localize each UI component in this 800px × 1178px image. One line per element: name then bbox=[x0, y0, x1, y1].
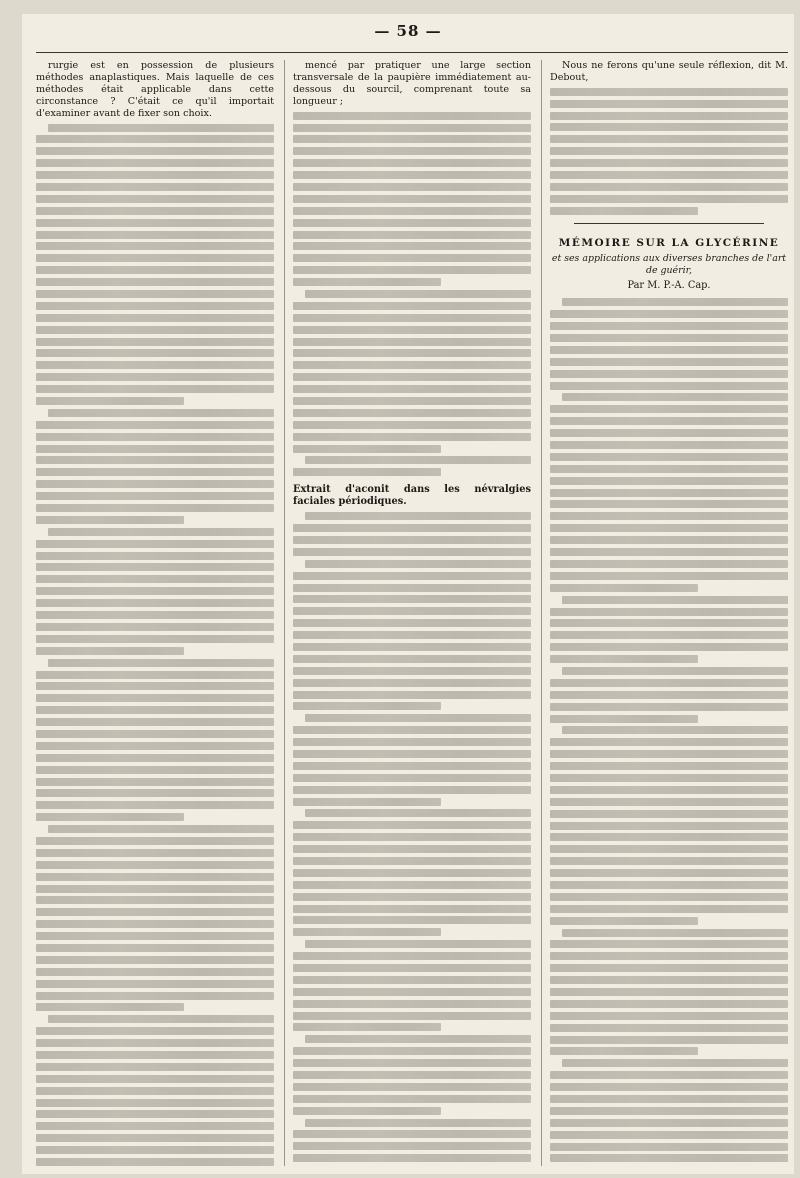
article-title-glycerine: MÉMOIRE SUR LA GLYCÉRINE bbox=[558, 236, 780, 249]
column-3 bbox=[541, 60, 788, 1166]
column-2 bbox=[284, 60, 531, 1166]
column-2-opening: mencé par pratiquer une large section transversale de la paupière immédiatement au-dessous du sourcil, comprenant toute sa longueur ; bbox=[293, 60, 531, 107]
page-number: — 58 — bbox=[374, 22, 442, 40]
newspaper-page bbox=[22, 14, 794, 1174]
column-1-body bbox=[36, 124, 274, 1166]
article-byline: Par M. P.-A. Cap. bbox=[627, 280, 711, 292]
article-separator bbox=[574, 223, 764, 224]
columns bbox=[36, 60, 788, 1166]
column-3-body-a bbox=[550, 88, 788, 215]
column-2-body-a bbox=[293, 112, 531, 477]
column-1 bbox=[36, 60, 274, 1166]
header-rule bbox=[36, 52, 788, 53]
article-subtitle: et ses applications aux diverses branches de l'art de guérir, bbox=[551, 252, 787, 276]
column-3-opening: Nous ne ferons qu'une seule réflexion, dit M. Debout, bbox=[550, 60, 788, 83]
column-3-body-b bbox=[550, 298, 788, 1166]
column-1-opening: rurgie est en possession de plusieurs méthodes anaplastiques. Mais laquelle de ces méthodes était applicable dans cette circonstance ? C'était ce qu'il importait d'examiner avant de fixer son choix. bbox=[36, 60, 274, 119]
column-2-body-b bbox=[293, 512, 531, 1166]
article-headline-aconit: Extrait d'aconit dans les névralgies faciales périodiques. bbox=[293, 484, 531, 508]
